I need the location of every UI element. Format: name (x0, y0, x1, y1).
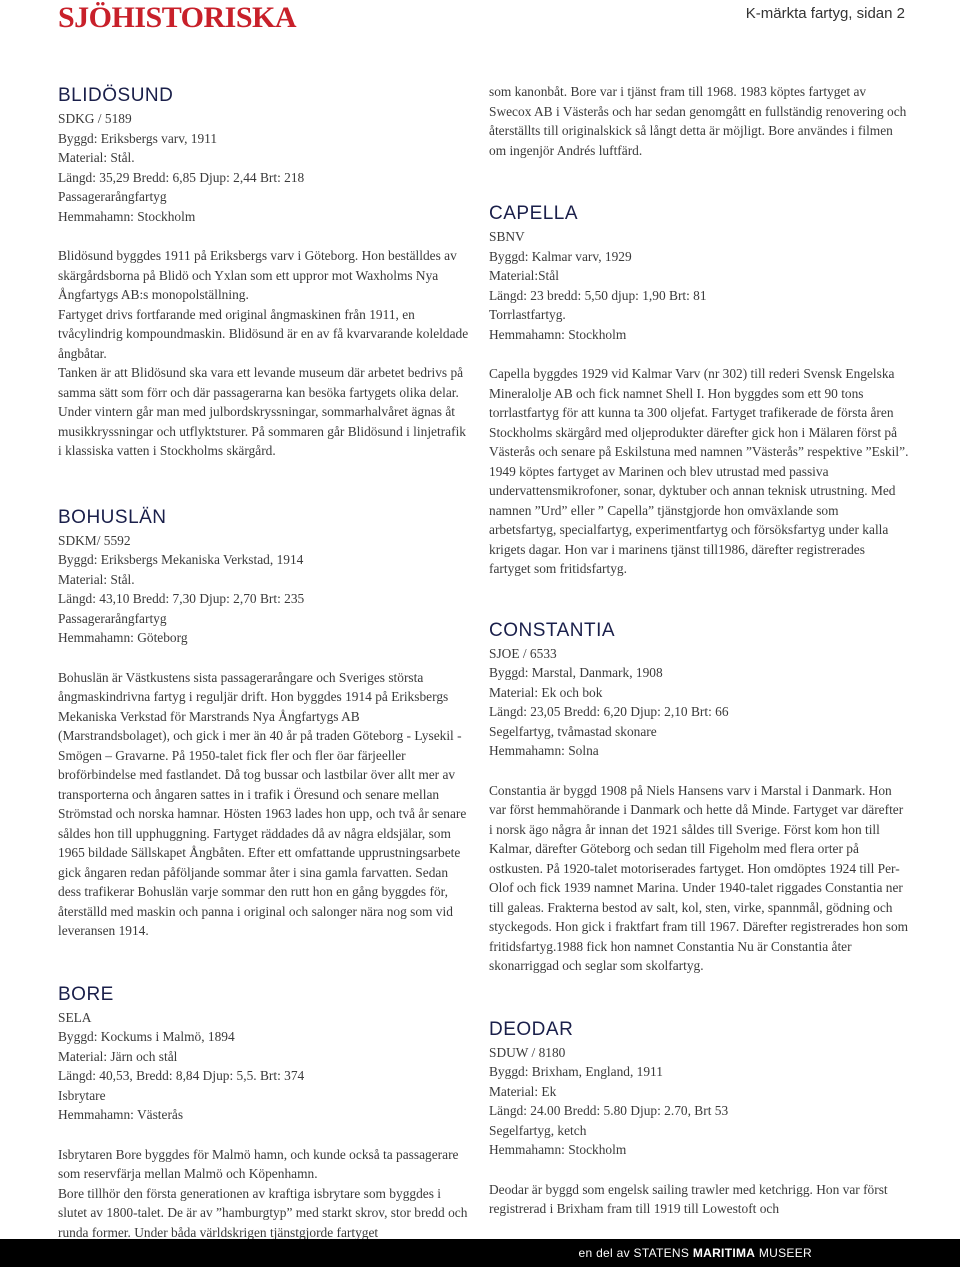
page-header (0, 0, 960, 40)
fact-line: SJOE / 6533 (489, 645, 557, 661)
sjohistoriska-logo: SJÖHISTORISKA (58, 1, 297, 34)
right-column (489, 82, 909, 1219)
fact-line: SBNV (489, 229, 525, 244)
fact-line: Byggd: Kalmar varv, 1929 (489, 248, 632, 264)
page-label: K-märkta fartyg, sidan 2 (745, 5, 905, 22)
entry-paragraph: Tanken är att Blidösund ska vara ett levande museum där arbetet bedrivs på samma sätt som förr och där passagerarna kan besöka fartygets olika delar. Under vintern går man med julbordskryssningar, sommarhalvåret ägnas åt musikkryssningar och utflyktsturer. På sommaren går Blidösund i linjetrafik i klassiska vatten i Stockholms skärgård. (58, 365, 466, 458)
fact-line: Material:Stål (489, 268, 559, 283)
entry-constantia (489, 619, 909, 976)
entry-deodar (489, 1018, 909, 1219)
page-footer (0, 1239, 960, 1267)
entry-title: CONSTANTIA (489, 619, 616, 641)
entry-facts (58, 531, 473, 648)
fact-line: SDKG / 5189 (58, 111, 132, 126)
fact-line: Hemmahamn: Stockholm (58, 208, 196, 224)
fact-line: Segelfartyg, ketch (489, 1122, 587, 1138)
footer-bold: MARITIMA (692, 1246, 756, 1260)
entry-facts (58, 1008, 473, 1125)
entry-bohuslan (58, 506, 473, 941)
fact-line: Hemmahamn: Västerås (58, 1107, 184, 1122)
fact-line: Material: Ek (489, 1083, 557, 1099)
fact-line: Hemmahamn: Göteborg (58, 630, 188, 645)
fact-line: Längd: 40,53, Bredd: 8,84 Djup: 5,5. Brt: 374 (58, 1068, 305, 1083)
entry-facts (489, 227, 909, 344)
entry-paragraph: Bohuslän är Västkustens sista passagerarångare och Sveriges största ångmaskindrivna fartyg i reguljär drift. Hon byggdes 1914 på Eriksbergs Mekaniska Verkstad för Marstrands Nya Ångfartygs AB (Marstrandsbolaget), och gick i mer än 40 år på traden Göteborg - Lysekil - Smögen – Gravarne. På 1950-talet fick fler och fler öar färjeeller broförbindelse med fastlandet. Då tog bussar och lastbilar över allt mer av transporterna och ångaren sattes in i trafik i Öresund och senare mellan Strömstad och norska hamnar. Hösten 1963 lades hon upp, och två år senare såldes hon till upphuggning. Fartyget räddades då av några eldsjälar, som 1965 bildade Sällskapet Ångbåten. Efter ett omfattande upprustningsarbete gick ångaren redan påföljande sommar åter i sina gamla farvatten. Sedan dess trafikerar Bohuslän varje sommar den rutt hon en gång byggdes för, återställd med maskin och panna i original och salonger nära nog som vid leveransen 1914. (58, 669, 467, 938)
entry-paragraph: Fartyget drivs fortfarande med original ångmaskinen från 1911, en tvåcylindrig kompoundmaskin. Blidösund är en av få kvarvarande koleldade ångbåtar. (58, 306, 469, 361)
fact-line: Hemmahamn: Solna (489, 743, 599, 758)
entry-paragraph: Bore tillhör den första generationen av kraftiga isbrytare som byggdes i slutet av 1800-talet. De är av ”hamburgtyp” med starkt skrov, stor bredd och runda former. Under båda världskrigen tjänstgjorde fartyget (58, 1185, 468, 1240)
fact-line: Byggd: Kockums i Malmö, 1894 (58, 1029, 235, 1044)
bore-continued-paragraph: som kanonbåt. Bore var i tjänst fram till 1968. 1983 köptes fartyget av Swecox AB i Västerås och har sedan genomgått en fullständig renovering och återställts till originalskick så långt detta är möjligt. Bore användes i filmen om ingenjör Andrés luftfärd. (489, 84, 907, 158)
entry-paragraph: Isbrytaren Bore byggdes för Malmö hamn, och kunde också ta passagerare som reservfärja mellan Malmö och Köpenhamn. (58, 1146, 459, 1181)
footer-text (578, 1246, 812, 1260)
fact-line: Material: Ek och bok (489, 684, 603, 700)
fact-line: Byggd: Marstal, Danmark, 1908 (489, 665, 663, 680)
fact-line: Längd: 23,05 Bredd: 6,20 Djup: 2,10 Brt: 66 (489, 704, 729, 719)
entry-paragraph: Blidösund byggdes 1911 på Eriksbergs varv i Göteborg. Hon beställdes av skärgårdsborna på Blidö och Yxlan som ett uppror mot Waxholms Nya Ångfartygs AB:s monopolställning. (58, 248, 457, 302)
entry-title: CAPELLA (489, 203, 579, 224)
entry-title: BLIDÖSUND (58, 85, 174, 106)
fact-line: Material: Stål. (58, 150, 135, 165)
fact-line: Passagerarångfartyg (58, 610, 167, 626)
fact-line: Byggd: Eriksbergs Mekaniska Verkstad, 1914 (58, 552, 304, 567)
entry-bore (58, 983, 473, 1243)
entry-title: BORE (58, 983, 114, 1005)
entry-paragraph: Capella byggdes 1929 vid Kalmar Varv (nr 302) till rederi Svensk Engelska Mineralolje AB och fick namnet Shell I. Hon byggdes som ett 90 tons torrlastfartyg för att kunna ta 300 oljefat. Fartyget trafikerade de första åren Stockholms skärgård med oljeprodukter därefter gick hon i Mälaren först på Västerås och senare på Eskilstuna med namnen ”Västerås” respektive ”Eskil”. 1949 köptes fartyget av Marinen och blev utrustad med passiva undervattensmikrofoner, sonar, dyktuber och annan teknisk utrustning. Med namnen ”Urd” eller ” Capella” tjänstgjorde hon omväxlande som arbetsfartyg, specialfartyg, experimentfartyg och försöksfartyg under kalla krigets dagar. Hon var i marinens tjänst till1986, därefter registrerades fartyget som fritidsfartyg. (489, 366, 909, 576)
fact-line: Passagerarångfartyg (58, 189, 167, 204)
entry-capella (489, 202, 909, 579)
entry-facts (489, 1043, 909, 1160)
entry-facts (489, 644, 909, 761)
fact-line: SELA (58, 1009, 92, 1025)
entry-title: DEODAR (489, 1018, 574, 1040)
footer-suffix: MUSEER (755, 1246, 812, 1260)
fact-line: Torrlastfartyg. (489, 307, 566, 322)
fact-line: Längd: 35,29 Bredd: 6,85 Djup: 2,44 Brt: 218 (58, 169, 305, 185)
footer-prefix: en del av STATENS (578, 1246, 693, 1260)
fact-line: Längd: 43,10 Bredd: 7,30 Djup: 2,70 Brt: 235 (58, 591, 305, 606)
entry-title: BOHUSLÄN (58, 506, 167, 528)
fact-line: Hemmahamn: Stockholm (489, 326, 627, 342)
entry-paragraph: Deodar är byggd som engelsk sailing trawler med ketchrigg. Hon var först registrerad i Brixham fram till 1919 till Lowestoft och (489, 1181, 888, 1216)
entry-paragraph: Constantia är byggd 1908 på Niels Hansens varv i Marstal i Danmark. Hon var först hemmahörande i Danmark och hette då Minde. Fartyget var därefter i norsk ägo några år innan det 1921 såldes till Sverige. Först kom hon till Kalmar, därefter Göteborg och sedan till Figeholm med flera orter på ostkusten. På 1920-talet motoriserades fartyget. Hon omdöptes 1924 till Per-Olof och fick 1939 namnet Marina. Under 1940-talet riggades Constantia ner till galeas. Frakterna bestod av salt, kol, sten, virke, spannmål, gödning och styckegods. Hon gick i fraktfart fram till 1967. Därefter registrerades hon som fritidsfartyg.1988 fick hon namnet Constantia Nu är Constantia åter skonarriggad och seglar som skolfartyg. (489, 782, 909, 973)
fact-line: SDKM/ 5592 (58, 532, 131, 548)
fact-line: Material: Järn och stål (58, 1048, 178, 1064)
fact-line: Segelfartyg, tvåmastad skonare (489, 723, 657, 739)
entry-facts (58, 109, 473, 226)
fact-line: Byggd: Brixham, England, 1911 (489, 1064, 663, 1079)
fact-line: Byggd: Eriksbergs varv, 1911 (58, 130, 218, 146)
fact-line: Längd: 23 bredd: 5,50 djup: 1,90 Brt: 81 (489, 287, 707, 303)
fact-line: Hemmahamn: Stockholm (489, 1142, 627, 1157)
left-column (58, 84, 473, 1242)
fact-line: SDUW / 8180 (489, 1044, 566, 1060)
entry-blidosund (58, 84, 473, 461)
fact-line: Isbrytare (58, 1087, 106, 1103)
fact-line: Material: Stål. (58, 571, 135, 587)
fact-line: Längd: 24.00 Bredd: 5.80 Djup: 2.70, Brt 53 (489, 1103, 729, 1118)
